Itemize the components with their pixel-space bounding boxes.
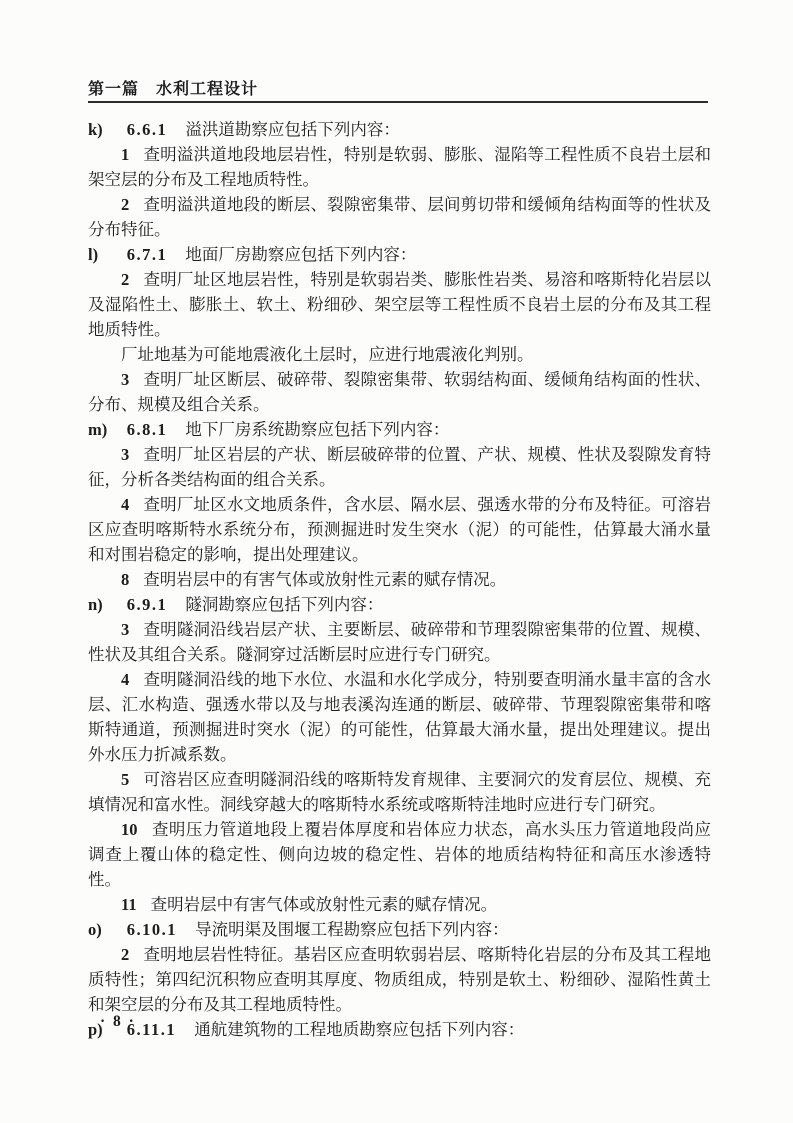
item-number: 3 (121, 370, 130, 389)
item-number: 10 (121, 820, 138, 839)
section-heading-text: 导流明渠及围堰工程勘察应包括下列内容： (195, 920, 509, 939)
section-letter-label: m) (88, 420, 108, 439)
item-text: 查明厂址区岩层的产状、断层破碎带的位置、产状、规模、性状及裂隙发育特征，分析各类结构面的组合关系。 (88, 445, 711, 489)
numbered-item-paragraph (88, 492, 711, 567)
header-rule (88, 101, 708, 103)
item-text: 查明岩层中有害气体或放射性元素的赋存情况。 (150, 895, 498, 914)
item-text: 查明厂址区水文地质条件，含水层、隔水层、强透水带的分布及特征。可溶岩区应查明喀斯特水系统分布，预测掘进时发生突水（泥）的可能性，估算最大涌水量和对围岩稳定的影响，提出处理建议。 (88, 495, 711, 564)
body-paragraph (88, 342, 711, 367)
numbered-item-paragraph (88, 192, 711, 242)
section-number: 6.8.1 (126, 420, 168, 439)
item-text: 查明厂址区地层岩性，特别是软弱岩类、膨胀性岩类、易溶和喀斯特化岩层以及湿陷性土、膨胀土、软土、粉细砂、架空层等工程性质不良岩土层的分布及其工程地质特性。 (88, 270, 711, 339)
item-number: 8 (121, 570, 130, 589)
section-heading-text: 通航建筑物的工程地质勘察应包括下列内容： (194, 1020, 525, 1039)
item-text: 查明溢洪道地段地层岩性，特别是软弱、膨胀、湿陷等工程性质不良岩土层和架空层的分布及工程地质特性。 (88, 145, 711, 189)
section-heading-text: 地下厂房系统勘察应包括下列内容： (185, 420, 450, 439)
item-text: 查明岩层中的有害气体或放射性元素的赋存情况。 (143, 570, 507, 589)
item-number: 5 (121, 770, 130, 789)
numbered-item-paragraph (88, 617, 711, 667)
item-number: 4 (121, 670, 130, 689)
item-text: 查明厂址区断层、破碎带、裂隙密集带、软弱结构面、缓倾角结构面的性状、分布、规模及组合关系。 (88, 370, 711, 414)
section-heading-paragraph (88, 917, 711, 942)
item-number: 1 (121, 145, 130, 164)
document-body (88, 117, 711, 1042)
numbered-item-paragraph (88, 442, 711, 492)
numbered-item-paragraph (88, 892, 711, 917)
section-heading-paragraph (88, 242, 711, 267)
item-text: 可溶岩区应查明隧洞沿线的喀斯特发育规律、主要洞穴的发育层位、规模、充填情况和富水性。洞线穿越大的喀斯特水系统或喀斯特洼地时应进行专门研究。 (88, 770, 711, 814)
numbered-item-paragraph (88, 942, 711, 1017)
paragraph-text: 厂址地基为可能地震液化土层时，应进行地震液化判别。 (121, 345, 534, 364)
item-number: 2 (121, 945, 130, 964)
section-letter-label: l) (88, 245, 99, 264)
section-heading-text: 溢洪道勘察应包括下列内容： (185, 120, 400, 139)
numbered-item-paragraph (88, 367, 711, 417)
item-number: 3 (121, 620, 130, 639)
page-number: · 8 · (100, 1013, 136, 1030)
numbered-item-paragraph (88, 667, 711, 767)
section-number: 6.6.1 (126, 120, 168, 139)
section-heading-paragraph (88, 1017, 711, 1042)
section-heading-text: 隧洞勘察应包括下列内容： (185, 595, 384, 614)
item-text: 查明压力管道地段上覆岩体厚度和岩体应力状态，高水头压力管道地段尚应调查上覆山体的稳定性、侧向边坡的稳定性、岩体的地质结构特征和高压水渗透特性。 (88, 820, 711, 889)
section-number: 6.9.1 (126, 595, 168, 614)
item-number: 2 (121, 195, 130, 214)
numbered-item-paragraph (88, 142, 711, 192)
item-number: 4 (121, 495, 130, 514)
item-text: 查明溢洪道地段的断层、裂隙密集带、层间剪切带和缓倾角结构面等的性状及分布特征。 (88, 195, 711, 239)
numbered-item-paragraph (88, 567, 711, 592)
numbered-item-paragraph (88, 817, 711, 892)
section-heading-paragraph (88, 117, 711, 142)
numbered-item-paragraph (88, 267, 711, 342)
section-letter-label: p) (88, 1020, 103, 1039)
item-text: 查明隧洞沿线岩层产状、主要断层、破碎带和节理裂隙密集带的位置、规模、性状及其组合关系。隧洞穿过活断层时应进行专门研究。 (88, 620, 711, 664)
section-letter-label: o) (88, 920, 102, 939)
item-text: 查明地层岩性特征。基岩区应查明软弱岩层、喀斯特化岩层的分布及其工程地质特性；第四纪沉积物应查明其厚度、物质组成，特别是软土、粉细砂、湿陷性黄土和架空层的分布及其工程地质特性。 (88, 945, 711, 1014)
numbered-item-paragraph (88, 767, 711, 817)
item-text: 查明隧洞沿线的地下水位、水温和水化学成分，特别要查明涌水量丰富的含水层、汇水构造、强透水带以及与地表溪沟连通的断层、破碎带、节理裂隙密集带和喀斯特通道，预测掘进时突水（泥）的可能性，估算最大涌水量，提出处理建议。提出外水压力折减系数。 (88, 670, 711, 764)
section-heading-paragraph (88, 592, 711, 617)
section-heading-text: 地面厂房勘察应包括下列内容： (185, 245, 417, 264)
section-number: 6.11.1 (126, 1020, 177, 1039)
item-number: 3 (121, 445, 130, 464)
running-header: 第一篇 水利工程设计 (88, 81, 259, 98)
section-number: 6.10.1 (126, 920, 178, 939)
section-letter-label: k) (88, 120, 103, 139)
item-number: 11 (121, 895, 137, 914)
item-number: 2 (121, 270, 130, 289)
section-heading-paragraph (88, 417, 711, 442)
section-number: 6.7.1 (126, 245, 168, 264)
section-letter-label: n) (88, 595, 103, 614)
